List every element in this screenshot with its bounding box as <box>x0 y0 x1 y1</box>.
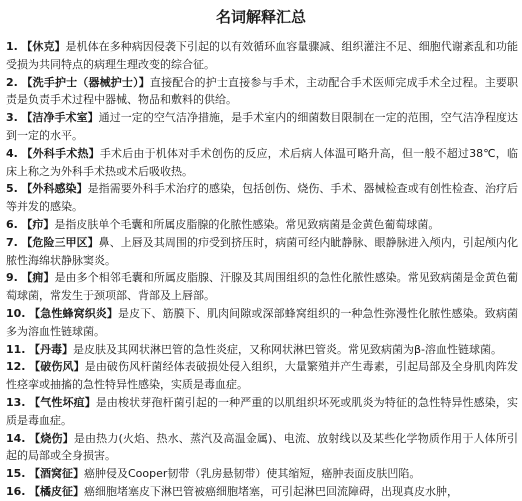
term-definition: 通过一定的空气洁净措施，是手术室内的细菌数目限制在一定的范围，空气洁净程度达到一定的水平。 <box>6 111 519 142</box>
term-entry <box>6 430 518 466</box>
term-keyword: 【洗手护士（器械护士）】 <box>21 75 150 89</box>
term-keyword: 【外科手术热】 <box>21 146 100 160</box>
term-entry <box>6 216 518 234</box>
term-keyword: 【气性坏疽】 <box>29 395 96 409</box>
term-keyword: 【痈】 <box>21 271 55 285</box>
term-entry <box>6 394 518 430</box>
term-number: 2. <box>6 75 18 89</box>
term-keyword: 【洁净手术室】 <box>21 111 99 125</box>
term-number: 1. <box>6 40 18 53</box>
term-number: 5. <box>6 182 18 196</box>
term-list <box>6 38 518 501</box>
term-entry <box>6 341 518 359</box>
term-keyword: 【橘皮征】 <box>29 484 84 498</box>
term-keyword: 【休克】 <box>21 40 66 53</box>
term-number: 10. <box>6 306 26 320</box>
term-definition: 是机体在多种病因侵袭下引起的以有效循环血容量骤减、组织灌注不足、细胞代谢紊乱和功能受损为共同特点的病理生理改变的综合征。 <box>6 40 519 71</box>
term-number: 16. <box>6 484 26 498</box>
term-number: 7. <box>6 235 18 249</box>
term-number: 11. <box>6 342 26 356</box>
term-definition: 是指皮肤单个毛囊和所属皮脂腺的化脓性感染。常见致病菌是金黄色葡萄球菌。 <box>54 217 440 231</box>
term-definition: 直接配合的护士直接参与手术，主动配合手术医师完成手术全过程。主要职责是负责手术过程中器械、物品和敷料的供给。 <box>6 75 519 107</box>
term-definition: 是由梭状芽孢杆菌引起的一种严重的以肌组织坏死或肌炎为特征的急性特异性感染，实质是毒血症。 <box>6 395 519 427</box>
term-entry <box>6 465 518 483</box>
term-entry <box>6 269 518 305</box>
term-definition: 癌细胞堵塞皮下淋巴管被癌细胞堵塞，可引起淋巴回流障碍，出现真皮水肿， <box>84 484 458 498</box>
term-number: 13. <box>6 395 26 409</box>
term-number: 14. <box>6 431 26 445</box>
term-number: 6. <box>6 217 18 231</box>
term-keyword: 【急性蜂窝织炎】 <box>29 306 119 320</box>
term-definition: 是皮肤及其网状淋巴管的急性炎症，又称网状淋巴管炎。常见致病菌为β-溶血性链球菌。 <box>73 342 502 356</box>
term-entry <box>6 483 518 501</box>
term-entry <box>6 234 518 270</box>
term-entry <box>6 145 518 181</box>
term-definition: 鼻、上唇及其周围的疖受到挤压时，病菌可经内眦静脉、眼静脉进入颅内，引起颅内化脓性海绵状静脉窦炎。 <box>6 235 519 267</box>
term-keyword: 【外科感染】 <box>21 182 88 196</box>
term-definition: 是由热力(火焰、热水、蒸汽及高温金属)、电流、放射线以及某些化学物质作用于人体所引起的局部或全身损害。 <box>6 431 519 463</box>
term-number: 4. <box>6 146 18 160</box>
term-definition: 癌肿侵及Cooper韧带（乳房悬韧带）使其缩短，癌肿表面皮肤凹陷。 <box>84 467 421 481</box>
term-entry <box>6 74 518 110</box>
term-keyword: 【酒窝征】 <box>29 467 84 481</box>
term-keyword: 【疖】 <box>21 217 55 231</box>
term-definition: 是由多个相邻毛囊和所属皮脂腺、汗腺及其周围组织的急性化脓性感染。常见致病菌是金黄色葡萄球菌，常发生于颈项部、背部及上唇部。 <box>6 271 519 303</box>
term-number: 12. <box>6 360 26 374</box>
term-keyword: 【危险三甲区】 <box>21 235 99 249</box>
term-keyword: 【丹毒】 <box>29 342 73 356</box>
term-keyword: 【破伤风】 <box>29 360 85 374</box>
term-definition: 是皮下、筋膜下、肌肉间隙或深部蜂窝组织的一种急性弥漫性化脓性感染。致病菌多为溶血性链球菌。 <box>6 306 519 338</box>
term-entry <box>6 109 518 145</box>
term-definition: 是指需要外科手术治疗的感染，包括创伤、烧伤、手术、器械检查或有创性检查、治疗后等并发的感染。 <box>6 182 519 214</box>
term-entry <box>6 358 518 394</box>
term-entry <box>6 305 518 341</box>
term-entry <box>6 38 518 74</box>
document-title: 名词解释汇总 <box>215 8 306 26</box>
term-definition: 手术后由于机体对手术创伤的反应，术后病人体温可略升高，但一般不超过38℃，临床上称之为外科手术热或术后吸收热。 <box>6 146 518 178</box>
term-definition: 是由破伤风杆菌经体表破损处侵入组织，大量繁殖并产生毒素，引起局部及全身肌肉阵发性痉挛或抽搐的急性特异性感染，实质是毒血症。 <box>6 360 519 392</box>
term-number: 3. <box>6 111 18 125</box>
term-number: 9. <box>6 271 18 285</box>
term-entry <box>6 180 518 216</box>
term-number: 15. <box>6 467 26 481</box>
term-keyword: 【烧伤】 <box>29 431 74 445</box>
